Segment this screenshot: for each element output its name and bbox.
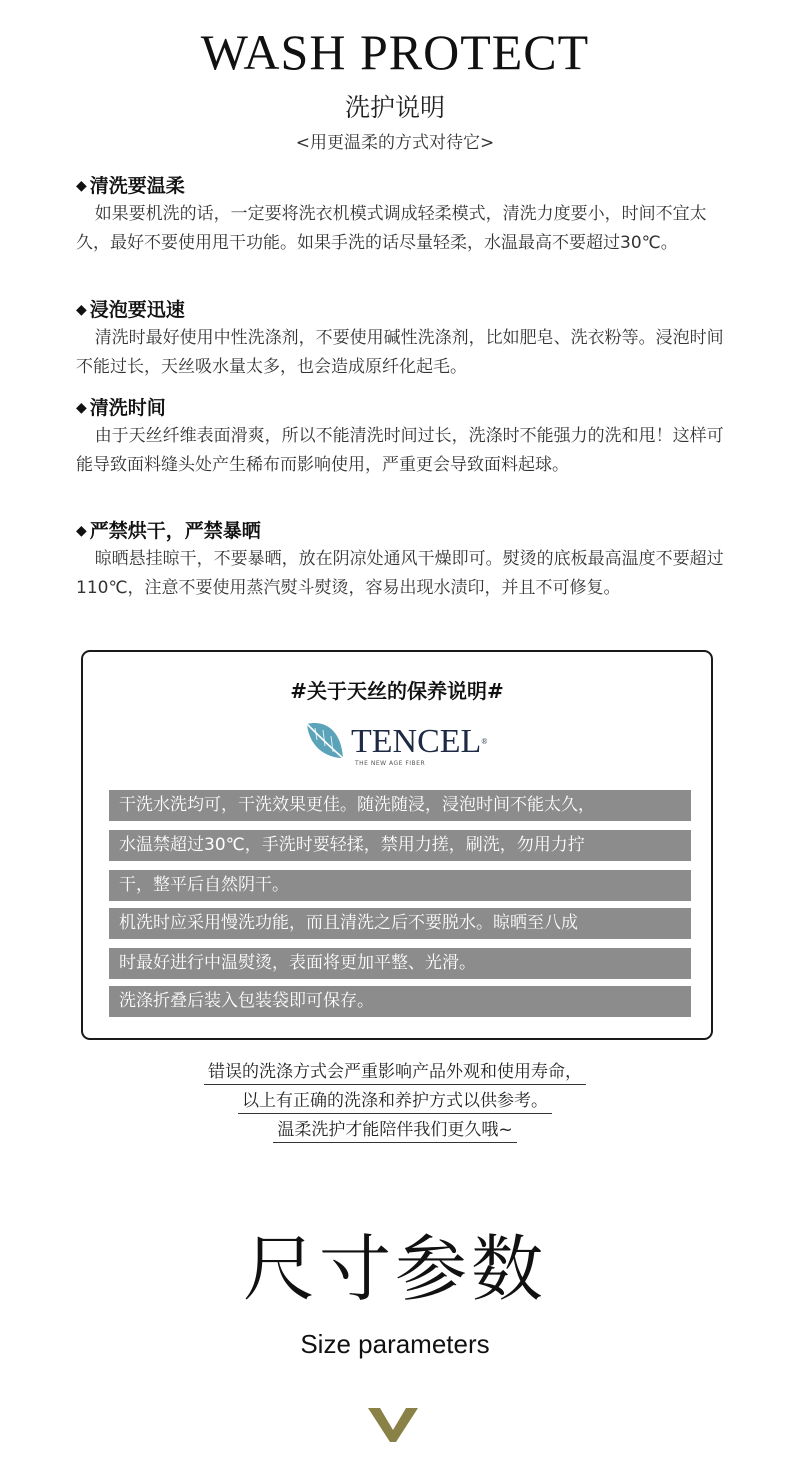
page-title-cn: 洗护说明 <box>344 93 445 122</box>
leaf-icon <box>303 718 347 762</box>
footer-note <box>0 1118 790 1142</box>
care-line: 干洗水洗均可，干洗效果更佳。随洗随浸，浸泡时间不能太久， <box>109 790 691 821</box>
section-body: 如果要机洗的话，一定要将洗衣机模式调成轻柔模式，清洗力度要小，时间不宜太久，最好不要使用甩干功能。如果手洗的话尽量轻柔，水温最高不要超过30℃。 <box>76 204 707 253</box>
care-line: 洗涤折叠后装入包装袋即可保存。 <box>109 986 691 1017</box>
diamond-icon: ◆ <box>76 178 87 194</box>
size-title-en: Size parameters <box>300 1329 490 1359</box>
tencel-brand-name: TENCEL <box>351 723 482 760</box>
section-body: 由于天丝纤维表面滑爽，所以不能清洗时间过长，洗涤时不能强力的洗和甩！这样可能导致面料缝头处产生稀布而影响使用，严重更会导致面料起球。 <box>76 426 724 475</box>
care-line: 干，整平后自然阴干。 <box>109 870 691 901</box>
size-title-cn: 尺寸参数 <box>242 1227 547 1311</box>
diamond-icon: ◆ <box>76 302 87 318</box>
care-line: 时最好进行中温熨烫，表面将更加平整、光滑。 <box>109 948 691 979</box>
page-title-en: WASH PROTECT <box>200 24 590 80</box>
tencel-tagline: THE NEW AGE FIBER <box>355 760 426 767</box>
section-heading <box>76 518 726 544</box>
section-body: 晾晒悬挂晾干，不要暴晒，放在阴凉处通风干燥即可。熨烫的底板最高温度不要超过110℃，注意不要使用蒸汽熨斗熨烫，容易出现水渍印，并且不可修复。 <box>76 549 724 598</box>
footer-note <box>0 1089 790 1113</box>
registered-mark: ® <box>481 737 488 746</box>
care-box-title: #关于天丝的保养说明# <box>290 679 504 703</box>
section-heading <box>76 297 726 323</box>
diamond-icon: ◆ <box>76 400 87 416</box>
footer-note <box>0 1060 790 1084</box>
section-quick-soak <box>76 297 726 382</box>
footer-note-text: 以上有正确的洗涤和养护方式以供参考。 <box>238 1091 552 1114</box>
chevron-down-icon <box>366 1404 420 1444</box>
diamond-icon: ◆ <box>76 523 87 539</box>
footer-note-text: 温柔洗护才能陪伴我们更久哦~ <box>273 1120 516 1143</box>
page-subtitle: <用更温柔的方式对待它> <box>295 133 495 153</box>
section-heading-text: 清洗要温柔 <box>89 175 185 197</box>
section-heading-text: 清洗时间 <box>89 397 166 419</box>
section-heading <box>76 173 726 199</box>
section-heading-text: 浸泡要迅速 <box>89 299 185 321</box>
tencel-care-box <box>81 650 713 1040</box>
section-gentle-wash <box>76 173 726 258</box>
tencel-brand-text <box>351 722 487 762</box>
footer-note-text: 错误的洗涤方式会严重影响产品外观和使用寿命， <box>204 1062 586 1085</box>
section-heading <box>76 395 726 421</box>
section-no-dry-no-sun <box>76 518 726 603</box>
section-body: 清洗时最好使用中性洗涤剂，不要使用碱性洗涤剂，比如肥皂、洗衣粉等。浸泡时间不能过长，天丝吸水量太多，也会造成原纤化起毛。 <box>76 328 724 377</box>
care-line: 水温禁超过30℃，手洗时要轻揉，禁用力搓，刷洗，勿用力拧 <box>109 830 691 861</box>
section-heading-text: 严禁烘干，严禁暴晒 <box>89 520 261 542</box>
section-wash-time <box>76 395 726 480</box>
tencel-logo <box>303 718 513 774</box>
care-line: 机洗时应采用慢洗功能，而且清洗之后不要脱水。晾晒至八成 <box>109 908 691 939</box>
